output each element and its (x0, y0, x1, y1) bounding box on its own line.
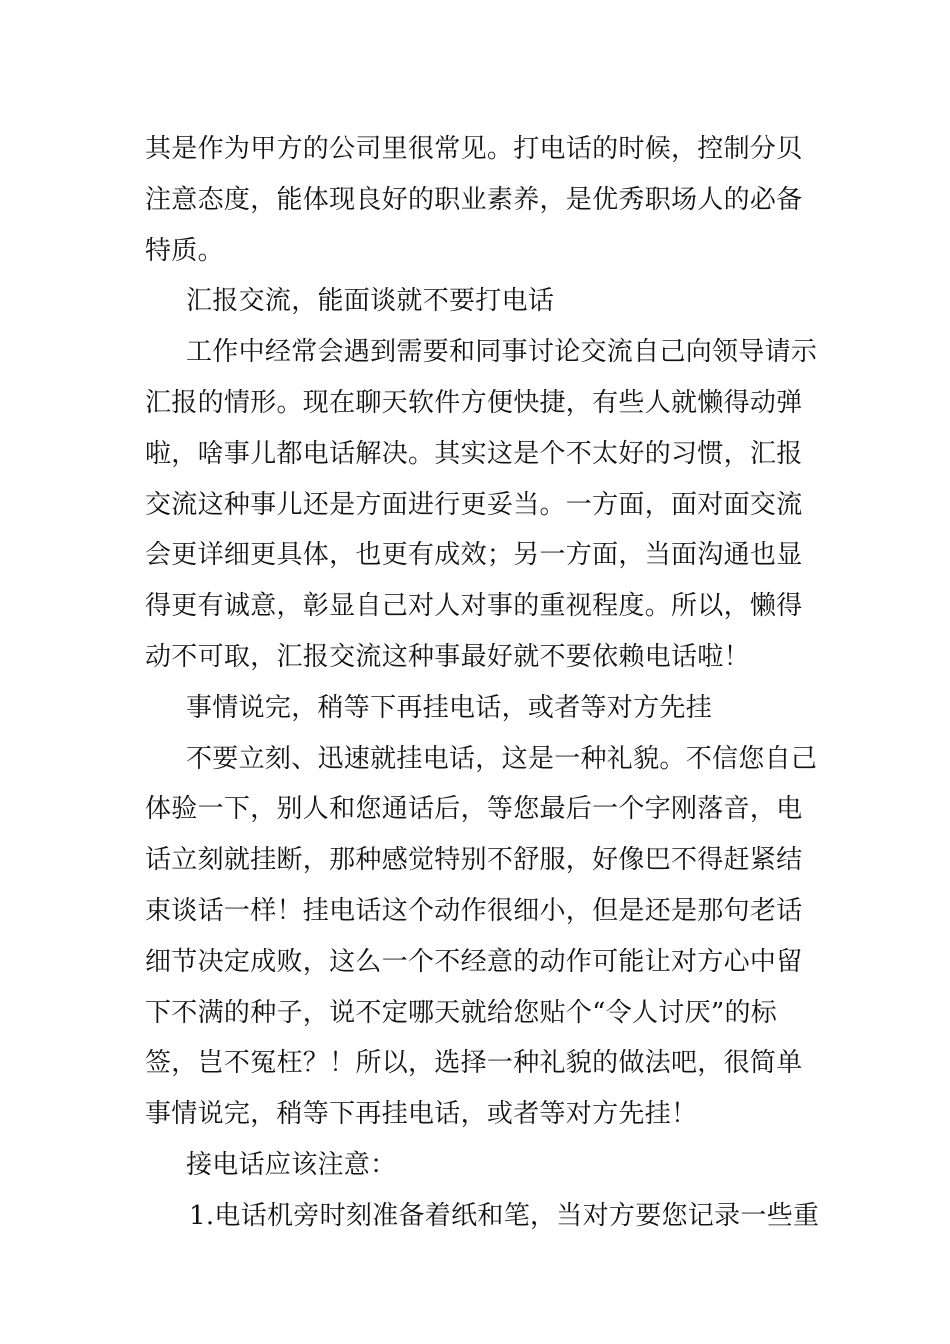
text-line: 注意态度，能体现良好的职业素养，是优秀职场人的必备 (145, 184, 803, 215)
text-line: 束谈话一样！挂电话这个动作很细小，但是还是那句老话 (145, 895, 803, 926)
text-line: 交流这种事儿还是方面进行更妥当。一方面，面对面交流 (145, 489, 803, 520)
text-line: 其是作为甲方的公司里很常见。打电话的时候，控制分贝 (145, 134, 803, 164)
section-heading: 事情说完，稍等下再挂电话，或者等对方先挂 (186, 692, 713, 723)
text-line: 动不可取，汇报交流这种事最好就不要依赖电话啦！ (145, 641, 750, 672)
section-heading: 汇报交流，能面谈就不要打电话 (186, 286, 555, 317)
text-line: 汇报的情形。现在聊天软件方便快捷，有些人就懒得动弹 (145, 387, 803, 418)
text-line: 话立刻就挂断，那种感觉特别不舒服，好像巴不得赶紧结 (145, 845, 803, 876)
paragraph-start-line: 不要立刻、迅速就挂电话，这是一种礼貌。不信您自己 (186, 743, 818, 774)
text-line: 下不满的种子，说不定哪天就给您贴个“令人讨厌”的标 (145, 997, 778, 1028)
text-line: 特质。 (145, 235, 224, 266)
text-line: 细节决定成败，这么一个不经意的动作可能让对方心中留 (145, 946, 803, 977)
document-body (145, 124, 825, 1242)
text-line: 签，岂不冤枉？！所以，选择一种礼貌的做法吧，很简单 (145, 1048, 803, 1079)
section-heading: 接电话应该注意： (186, 1149, 397, 1180)
paragraph-start-line: 工作中经常会遇到需要和同事讨论交流自己向领导请示 (186, 337, 818, 368)
text-line: 事情说完，稍等下再挂电话，或者等对方先挂！ (145, 1099, 698, 1130)
text-line: 得更有诚意，彰显自己对人对事的重视程度。所以，懒得 (145, 591, 803, 622)
numbered-item-line: 1.电话机旁时刻准备着纸和笔，当对方要您记录一些重 (189, 1200, 820, 1231)
text-line: 体验一下，别人和您通话后，等您最后一个字刚落音，电 (145, 794, 803, 825)
text-line: 会更详细更具体，也更有成效；另一方面，当面沟通也显 (145, 540, 803, 571)
text-line: 啦，啥事儿都电话解决。其实这是个不太好的习惯，汇报 (145, 438, 803, 469)
